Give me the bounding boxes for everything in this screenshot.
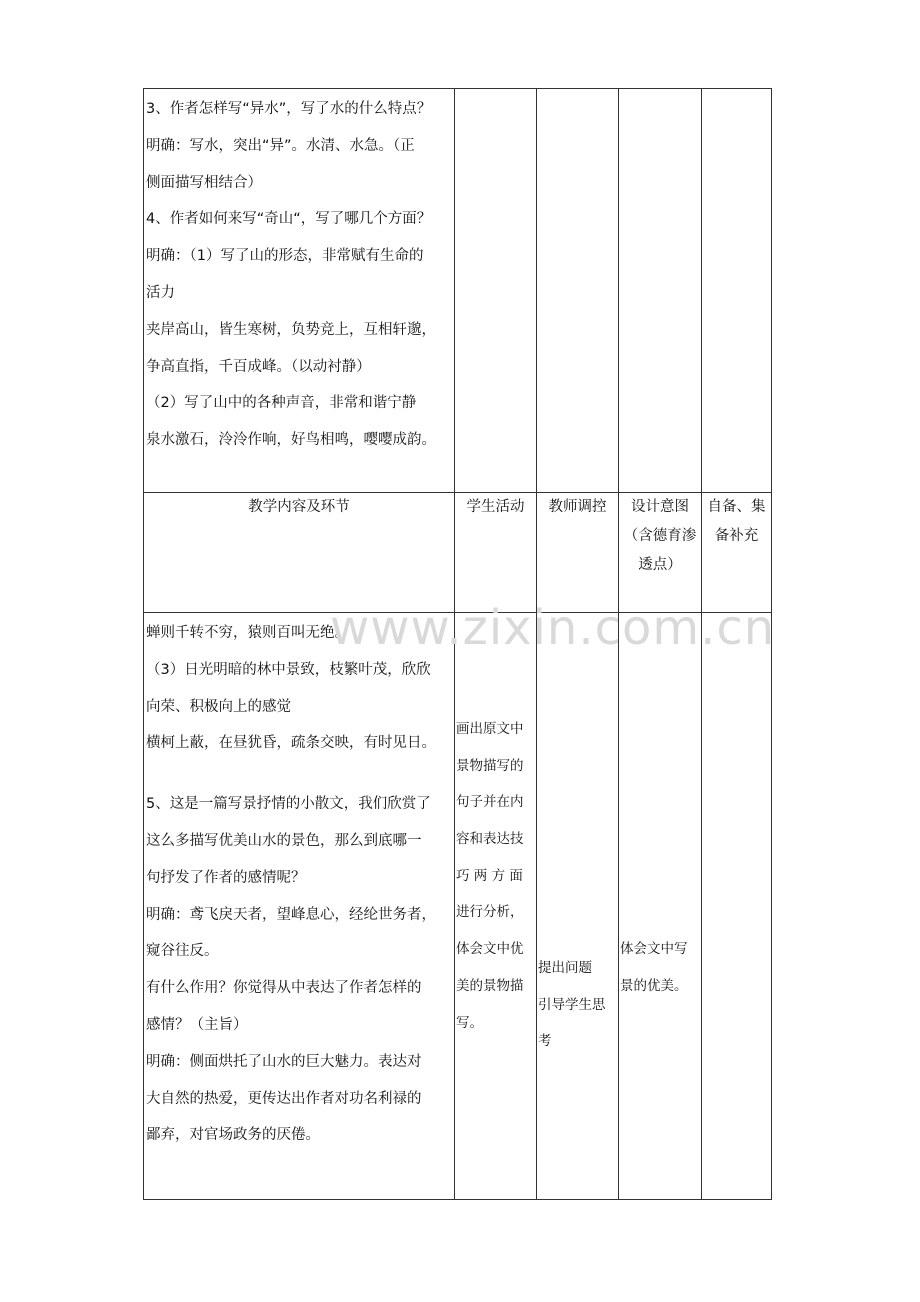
text-line: 活力: [146, 284, 175, 301]
header-student: [455, 493, 537, 613]
text-line: 鄙弃，对官场政务的厌倦。: [146, 1127, 320, 1144]
text-line: 4、作者如何来写“奇山“，写了哪几个方面？: [146, 211, 432, 228]
header-content-label: 教学内容及环节: [248, 499, 350, 515]
text-line: 夹岸高山，皆生寒树，负势竞上，互相轩邈，: [146, 321, 436, 338]
table-header-row: [144, 493, 772, 613]
text-line: 这么多描写优美山水的景色，那么到底哪一: [146, 832, 422, 849]
header-supplement: [702, 493, 772, 613]
header-design-line: 透点）: [638, 557, 682, 573]
text-line: 5、这是一篇写景抒情的小散文，我们欣赏了: [146, 796, 431, 813]
header-design-line: 设计意图: [631, 499, 689, 515]
lesson-plan-table: [143, 88, 772, 1200]
top-content-lines: [144, 89, 454, 459]
text-line: 横柯上蔽，在昼犹昏，疏条交映，有时见日。: [146, 735, 436, 752]
header-supplement-line: 自备、集: [707, 499, 766, 515]
watermark: www.zixin.com.cn: [330, 600, 776, 656]
student-activity-line: 画出原文中: [456, 721, 524, 737]
text-line: 明确：写水，突出“异”。水清、水急。（正: [146, 137, 415, 154]
text-line: 争高直指，千百成峰。（以动衬静）: [146, 358, 371, 375]
text-line: 侧面描写相结合）: [146, 174, 262, 191]
header-teacher: [537, 493, 619, 613]
text-line: 感情？（主旨）: [146, 1016, 248, 1033]
text-line: （3）日光明暗的林中景致，枝繁叶茂，欣欣: [146, 661, 431, 678]
text-line: 大自然的热爱，更传达出作者对功名利禄的: [146, 1090, 422, 1107]
text-line: 蝉则千转不穷，猿则百叫无绝。: [146, 625, 349, 641]
text-line: 句抒发了作者的感情呢？: [146, 869, 306, 886]
text-line: 泉水激石，泠泠作响，好鸟相鸣，嘤嘤成韵。: [146, 432, 436, 449]
table-row: [144, 89, 772, 493]
teacher-control-line: 引导学生思: [538, 996, 606, 1013]
header-teacher-label: 教师调控: [548, 499, 607, 515]
student-activity-line: 体会文中优: [456, 941, 524, 958]
student-activity-line: 句子并在内: [456, 794, 524, 811]
supplement-cell: [702, 89, 772, 493]
teacher-control-line: 考: [538, 1033, 552, 1050]
text-line: 有什么作用？你觉得从中表达了作者怎样的: [146, 980, 422, 997]
student-activity-line: 容和表达技: [456, 831, 524, 848]
text-line: 3、作者怎样写“异水”，写了水的什么特点？: [146, 101, 432, 117]
text-line: （2）写了山中的各种声音，非常和谐宁静: [146, 395, 417, 412]
student-activity-line: 写。: [456, 1014, 483, 1031]
main-content-lines: [144, 613, 454, 1154]
teacher-control-cell: [537, 613, 619, 1200]
design-cell: [619, 89, 702, 493]
text-line: 窥谷往反。: [146, 943, 219, 960]
design-intent-line: 景的优美。: [620, 977, 688, 994]
teacher-cell: [537, 89, 619, 493]
text-line: 向荣、积极向上的感觉: [146, 698, 291, 715]
text-line: 明确：（1）写了山的形态，非常赋有生命的: [146, 248, 424, 265]
header-student-label: 学生活动: [466, 499, 525, 515]
table-row: [144, 613, 772, 1200]
student-activity-line: 进行分析，: [456, 904, 524, 921]
student-activity-line: 美的景物描: [456, 977, 524, 994]
header-design-line: （含德育渗: [623, 528, 697, 544]
design-intent-cell: [619, 613, 702, 1200]
student-activity-line: 巧 两 方 面: [456, 867, 523, 884]
design-intent-line: 体会文中写: [620, 941, 688, 957]
header-supplement-line: 备补充: [714, 528, 759, 544]
teacher-control-line: 提出问题: [538, 960, 592, 976]
blank-line: [144, 762, 454, 786]
text-line: 明确：鸢飞戾天者，望峰息心，经纶世务者，: [146, 906, 436, 923]
student-activity-line: 景物描写的: [456, 757, 524, 774]
text-line: 明确：侧面烘托了山水的巨大魅力。表达对: [146, 1053, 422, 1070]
student-activity-cell: [455, 613, 537, 1200]
student-cell: [455, 89, 537, 493]
header-design: [619, 493, 702, 613]
content-cell: [144, 613, 455, 1200]
content-cell: [144, 89, 455, 493]
supplement-cell: [702, 613, 772, 1200]
header-content: [144, 493, 455, 613]
